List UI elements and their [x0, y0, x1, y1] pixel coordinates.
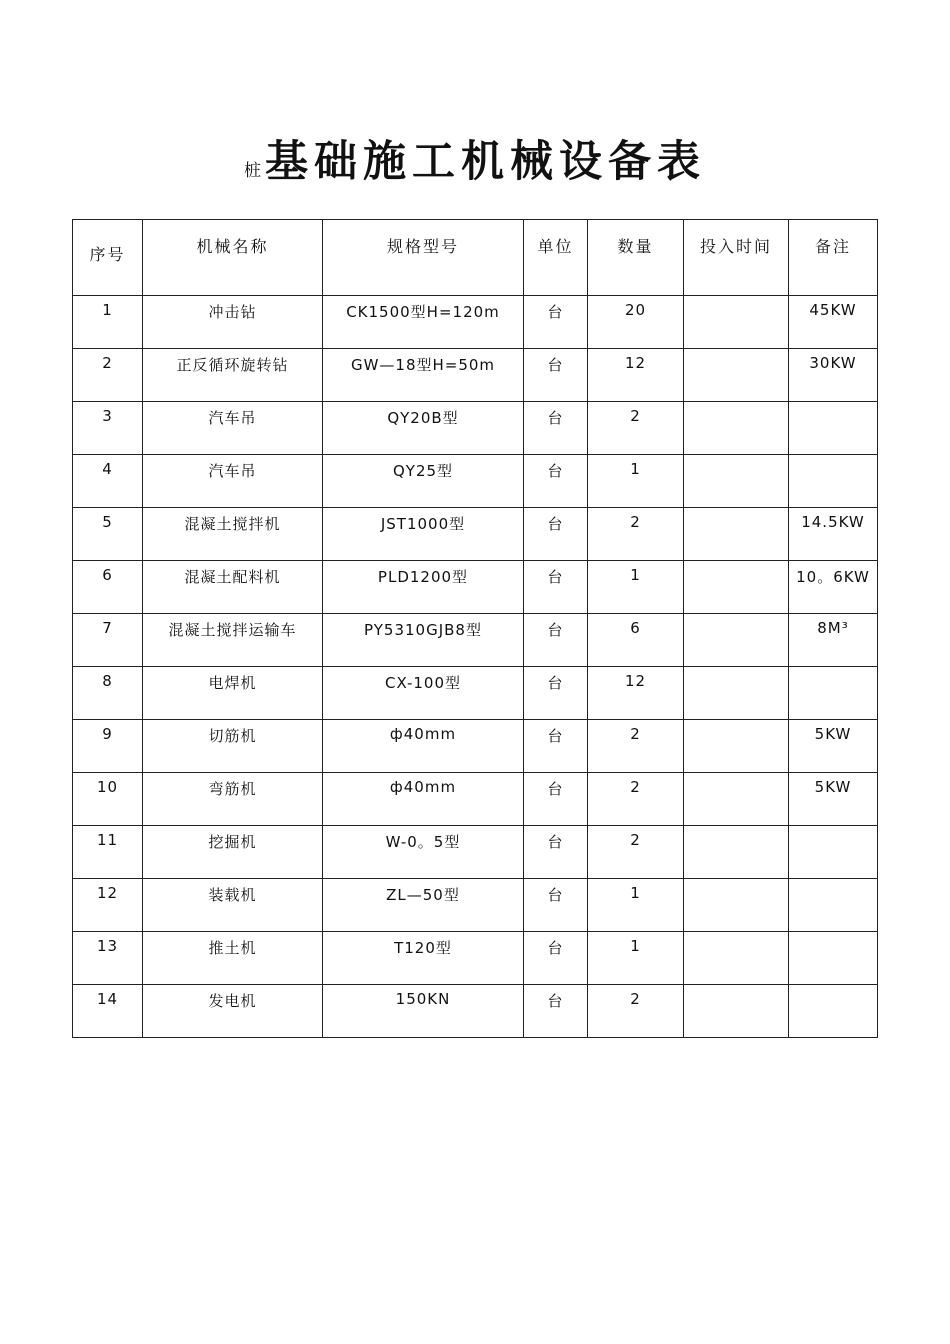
- table-row: [73, 402, 878, 455]
- cell-name: 切筋机: [143, 720, 323, 773]
- cell-time: [684, 720, 789, 773]
- cell-time: [684, 826, 789, 879]
- cell-spec: JST1000型: [323, 508, 524, 561]
- cell-time: [684, 455, 789, 508]
- cell-seq: 2: [73, 349, 143, 402]
- cell-seq: 5: [73, 508, 143, 561]
- cell-unit: 台: [524, 402, 588, 455]
- cell-spec: ф40mm: [323, 720, 524, 773]
- cell-spec: GW—18型H=50m: [323, 349, 524, 402]
- cell-unit: 台: [524, 296, 588, 349]
- cell-seq: 11: [73, 826, 143, 879]
- cell-name: 混凝土搅拌运输车: [143, 614, 323, 667]
- cell-time: [684, 985, 789, 1038]
- header-unit: 单位: [524, 220, 588, 296]
- cell-unit: 台: [524, 932, 588, 985]
- cell-remark: [789, 985, 878, 1038]
- cell-name: 发电机: [143, 985, 323, 1038]
- cell-unit: 台: [524, 561, 588, 614]
- cell-qty: 2: [588, 773, 684, 826]
- cell-spec: CK1500型H=120m: [323, 296, 524, 349]
- cell-seq: 9: [73, 720, 143, 773]
- cell-qty: 1: [588, 879, 684, 932]
- cell-name: 挖掘机: [143, 826, 323, 879]
- cell-remark: [789, 932, 878, 985]
- cell-spec: 150KN: [323, 985, 524, 1038]
- cell-name: 电焊机: [143, 667, 323, 720]
- header-spec: 规格型号: [323, 220, 524, 296]
- table-row: [73, 985, 878, 1038]
- cell-unit: 台: [524, 349, 588, 402]
- table-header-row: [73, 220, 878, 296]
- cell-spec: ф40mm: [323, 773, 524, 826]
- table-row: [73, 349, 878, 402]
- cell-remark: [789, 455, 878, 508]
- cell-spec: PLD1200型: [323, 561, 524, 614]
- equipment-table: [72, 219, 878, 1038]
- cell-spec: W-0。5型: [323, 826, 524, 879]
- cell-unit: 台: [524, 614, 588, 667]
- cell-time: [684, 402, 789, 455]
- cell-spec: QY25型: [323, 455, 524, 508]
- cell-qty: 1: [588, 932, 684, 985]
- cell-unit: 台: [524, 879, 588, 932]
- cell-qty: 2: [588, 720, 684, 773]
- cell-unit: 台: [524, 508, 588, 561]
- cell-seq: 6: [73, 561, 143, 614]
- cell-time: [684, 296, 789, 349]
- cell-qty: 12: [588, 667, 684, 720]
- cell-time: [684, 773, 789, 826]
- cell-qty: 1: [588, 455, 684, 508]
- cell-seq: 13: [73, 932, 143, 985]
- header-seq: 序号: [73, 220, 143, 296]
- cell-name: 混凝土搅拌机: [143, 508, 323, 561]
- table-row: [73, 561, 878, 614]
- cell-qty: 12: [588, 349, 684, 402]
- table-row: [73, 455, 878, 508]
- cell-name: 冲击钻: [143, 296, 323, 349]
- cell-qty: 20: [588, 296, 684, 349]
- table-row: [73, 932, 878, 985]
- cell-seq: 14: [73, 985, 143, 1038]
- cell-time: [684, 349, 789, 402]
- cell-unit: 台: [524, 985, 588, 1038]
- cell-remark: 5KW: [789, 773, 878, 826]
- cell-time: [684, 667, 789, 720]
- table-row: [73, 614, 878, 667]
- cell-name: 弯筋机: [143, 773, 323, 826]
- header-qty: 数量: [588, 220, 684, 296]
- table-row: [73, 720, 878, 773]
- cell-time: [684, 561, 789, 614]
- title-prefix: 桩: [244, 161, 261, 181]
- cell-unit: 台: [524, 826, 588, 879]
- cell-seq: 7: [73, 614, 143, 667]
- cell-remark: [789, 826, 878, 879]
- cell-remark: 30KW: [789, 349, 878, 402]
- table-row: [73, 508, 878, 561]
- cell-remark: 5KW: [789, 720, 878, 773]
- cell-time: [684, 932, 789, 985]
- cell-unit: 台: [524, 773, 588, 826]
- cell-name: 汽车吊: [143, 455, 323, 508]
- cell-remark: 10。6KW: [789, 561, 878, 614]
- cell-remark: 45KW: [789, 296, 878, 349]
- table-body: [73, 296, 878, 1038]
- cell-spec: T120型: [323, 932, 524, 985]
- table-row: [73, 667, 878, 720]
- cell-qty: 2: [588, 826, 684, 879]
- cell-name: 推土机: [143, 932, 323, 985]
- cell-seq: 8: [73, 667, 143, 720]
- cell-seq: 10: [73, 773, 143, 826]
- cell-spec: QY20B型: [323, 402, 524, 455]
- cell-name: 正反循环旋转钻: [143, 349, 323, 402]
- cell-time: [684, 614, 789, 667]
- table-row: [73, 826, 878, 879]
- cell-remark: 14.5KW: [789, 508, 878, 561]
- table-row: [73, 879, 878, 932]
- cell-seq: 12: [73, 879, 143, 932]
- cell-spec: PY5310GJB8型: [323, 614, 524, 667]
- title-main: 基础施工机械设备表: [265, 137, 706, 187]
- cell-qty: 6: [588, 614, 684, 667]
- cell-name: 汽车吊: [143, 402, 323, 455]
- cell-spec: ZL—50型: [323, 879, 524, 932]
- table-row: [73, 296, 878, 349]
- header-time: 投入时间: [684, 220, 789, 296]
- cell-qty: 2: [588, 985, 684, 1038]
- cell-spec: CX-100型: [323, 667, 524, 720]
- cell-name: 混凝土配料机: [143, 561, 323, 614]
- cell-remark: [789, 402, 878, 455]
- cell-qty: 2: [588, 508, 684, 561]
- cell-seq: 4: [73, 455, 143, 508]
- cell-time: [684, 879, 789, 932]
- cell-remark: 8M³: [789, 614, 878, 667]
- cell-qty: 2: [588, 402, 684, 455]
- header-remark: 备注: [789, 220, 878, 296]
- cell-unit: 台: [524, 667, 588, 720]
- header-name: 机械名称: [143, 220, 323, 296]
- table-row: [73, 773, 878, 826]
- page-title: [0, 128, 950, 189]
- cell-remark: [789, 879, 878, 932]
- cell-seq: 1: [73, 296, 143, 349]
- cell-remark: [789, 667, 878, 720]
- cell-name: 装载机: [143, 879, 323, 932]
- cell-unit: 台: [524, 720, 588, 773]
- cell-qty: 1: [588, 561, 684, 614]
- cell-time: [684, 508, 789, 561]
- cell-unit: 台: [524, 455, 588, 508]
- cell-seq: 3: [73, 402, 143, 455]
